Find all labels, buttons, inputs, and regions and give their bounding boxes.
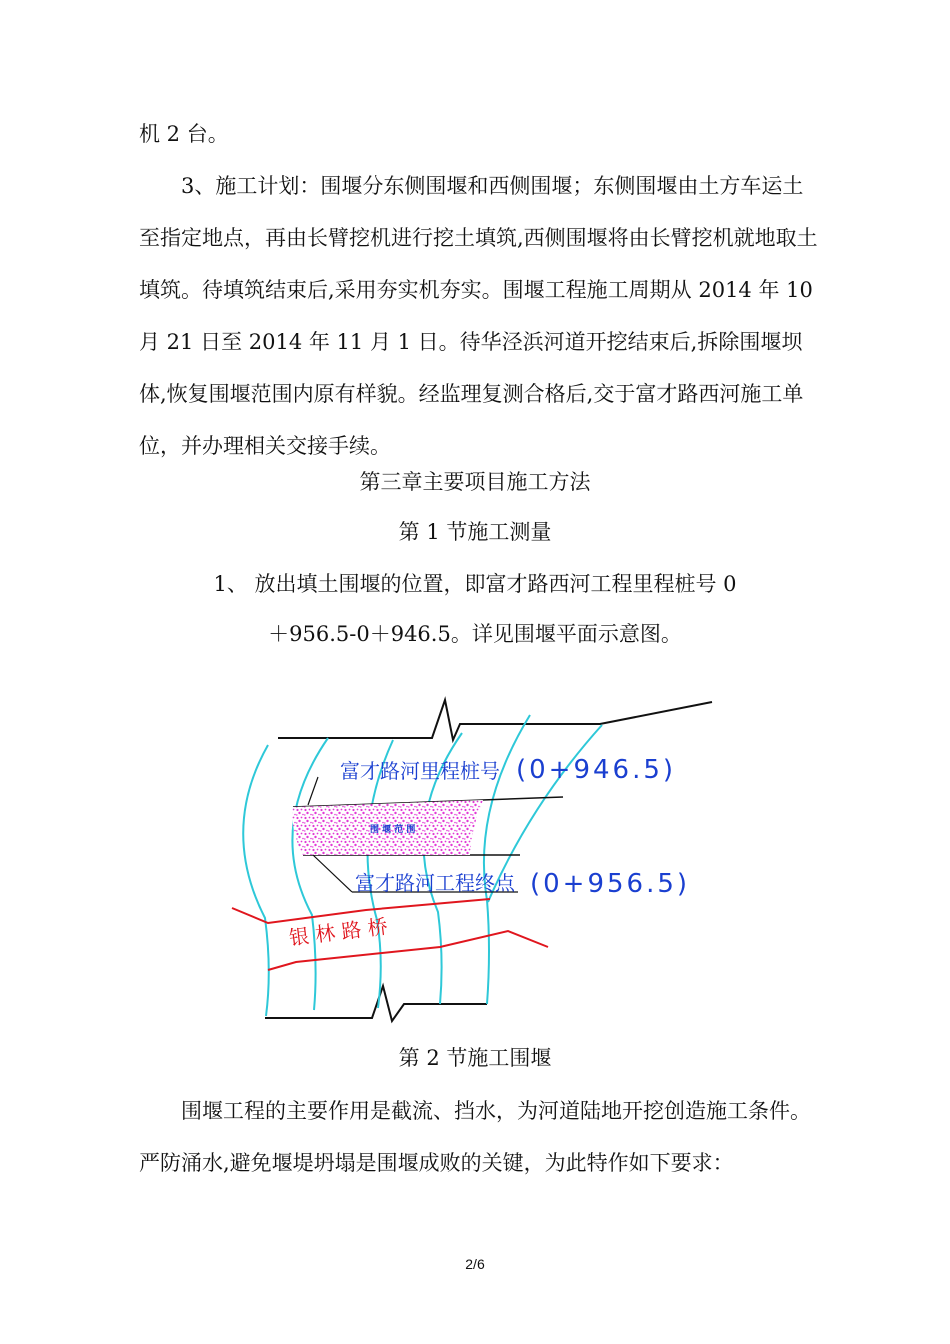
section-2-title: 第 2 节施工围堰 (398, 1046, 552, 1070)
section-1-title: 第 1 节施工测量 (398, 520, 552, 544)
end-chainage-value: (0+956.5) (530, 869, 691, 899)
section-2-text: 围堰工程的主要作用是截流、挡水，为河道陆地开挖创造施工条件。严防涌水,避免堰堤坍塌是围堰成败的关键，为此特作如下要求： (139, 1099, 811, 1175)
item-1-line-1: 1、 放出填土围堰的位置，即富才路西河工程里程桩号 0 (213, 572, 737, 596)
start-chainage-label: 富才路河里程桩号 (340, 759, 500, 783)
bridge-lines (232, 899, 548, 970)
start-chainage-value: (0+946.5) (516, 755, 677, 785)
leader-line-start (308, 777, 318, 805)
page-number: 2/6 (465, 1256, 485, 1272)
chapter-title: 第三章主要项目施工方法 (359, 470, 591, 494)
leader-line-end (313, 855, 352, 892)
top-boundary-line (278, 700, 712, 740)
end-chainage-label: 富才路河工程终点 (355, 871, 515, 895)
section-2-paragraph (139, 1085, 819, 1189)
item-1-line-2: ＋956.5-0＋946.5。详见围堰平面示意图。 (268, 622, 682, 646)
cofferdam-area-label: 围 堰 范 围 (370, 825, 416, 835)
bottom-boundary-line (265, 986, 487, 1021)
construction-plan-text: 3、施工计划：围堰分东侧围堰和西侧围堰；东侧围堰由土方车运土至指定地点，再由长臂挖机进行挖土填筑,西侧围堰将由长臂挖机就地取土填筑。待填筑结束后,采用夯实机夯实。围堰工程施工周期从 2014 年 10 月 21 日至 2014 年 11 月 1 日。待华泾浜河道开挖结束后,拆除围堰坝体,恢复围堰范围内原有样貌。经监理复测合格后,交于富才路西河施工单位，并办理相关交接手续。 (139, 174, 818, 458)
paragraph-fragment: 机 2 台。 (139, 122, 229, 146)
bridge-label: 银 林 路 桥 (287, 914, 389, 950)
